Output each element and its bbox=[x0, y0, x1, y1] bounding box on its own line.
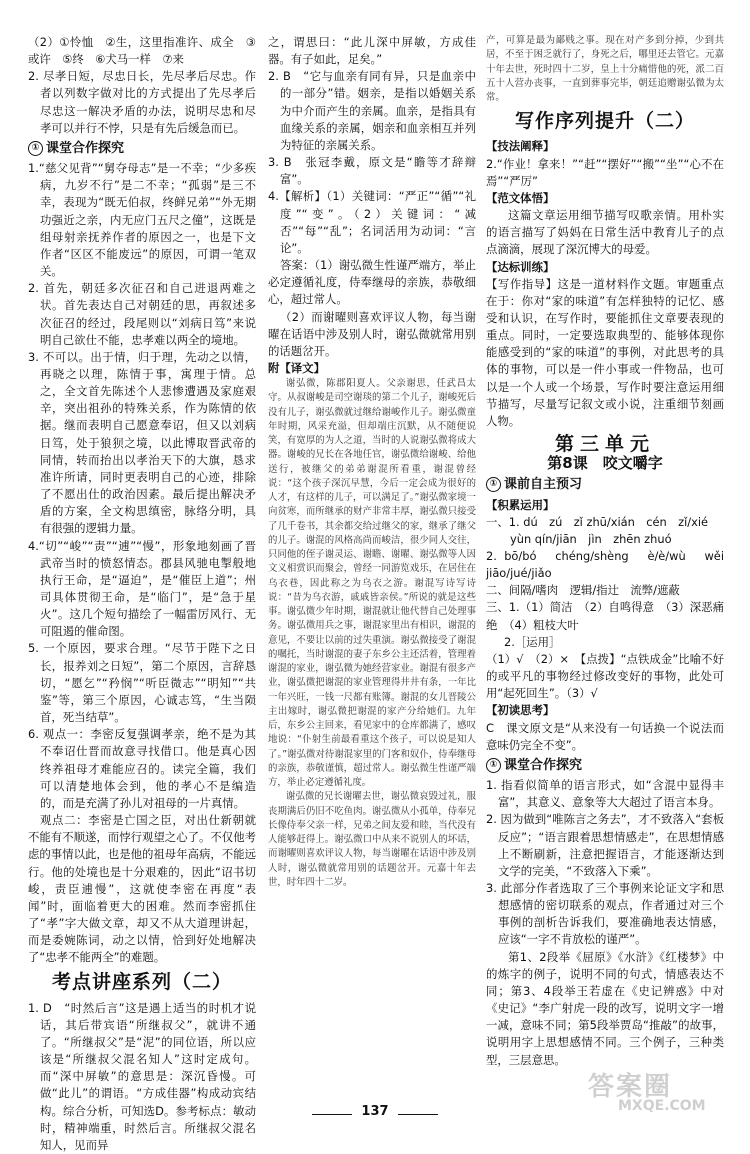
explore-3: 3. 不可以。出于情，归于理，先动之以情，再晓之以理，陈情于事，寓理于情。总之，全文首先陈述个人悲惨遭遇及家庭艰辛，突出祖孙的特殊关系，作为陈情的依据。继而表明自己愿意奉诏，但又以刘病日笃，处于狼狈之境，以此博取晋武帝的同情，转而抬出以孝治天下的大旗，恳求准许所请，同时更表明自己的心迹，排除了不愿出仕的政治因素。最后提出解决矛盾的方案，全文构思缜密，脉络分明，具有很强的逻辑力量。 bbox=[28, 349, 256, 536]
subheading: 【达标训练】 bbox=[486, 259, 555, 274]
column-middle bbox=[268, 34, 476, 890]
lesson-title: 第8课 咬文嚼字 bbox=[547, 454, 663, 473]
footer-rule-right bbox=[398, 1114, 438, 1115]
translation-text-2: 谢弘微的兄长谢曜去世，谢弘微哀毁过礼，服丧期满后仍旧不吃鱼肉。谢弘微从小孤单，侍奉兄长像侍奉父亲一样，兄弟之间友爱和睦，当代没有人能够赶得上。谢弘微口中从来不说别人的坏话，而谢曜则喜欢评议人物，每当谢曜在话语中涉及别人时，谢弘微就常用别的话题岔开。元嘉十年去世，时年四十二岁。 bbox=[268, 791, 476, 888]
circled-number-icon: ① bbox=[486, 758, 501, 773]
explore-2: 2. 因为做到“唯陈言之务去”，才不致落入“套板反应”；“语言跟着思想情感走”，在思想情感上不断刷新，注意把握语言，才能逐渐达到文学的完美，“不致落入下乘”。 bbox=[486, 812, 724, 878]
section-title-writing: 写作序列提升（二） bbox=[514, 110, 695, 133]
circled-number-icon: ① bbox=[486, 477, 501, 492]
answer-line: 三、1.（1）简洁 （2）自鸣得意 （3）深恶痛绝 （4）粗枝大叶 bbox=[486, 600, 724, 632]
subheading: 【范文体悟】 bbox=[486, 190, 555, 205]
answer-line: （1）√ （2）× 【点拨】“点铁成金”比喻不好的或平凡的事物经过修改变好的事物，此处可用“起死回生”。（3）√ bbox=[486, 651, 724, 701]
sample-review: 这篇文章运用细节描写叹歌亲情。用朴实的语言描写了妈妈在日常生活中教育儿子的点点滴滴，展现了深沉博大的母爱。 bbox=[486, 208, 724, 257]
translation-text: 谢弘微，陈郡阳夏人。父亲谢思，任武昌太守。从叔谢峻是司空谢琰的第二个儿子，谢峻死后没有儿子，谢弘微就过继给谢峻作儿子。谢弘微童年时期，风采充溢，但却端庄沉默，从不随便说笑，有宽厚的为人之道，当时的人说谢弘微将成大器。谢峻的兄长在各地任官，谢弘微给谢峻、给他送行，被继父的弟弟谢混所看重，谢混曾经说：“这个孩子深沉早慧，今后一定会成为很好的人才，有这样的儿子，可以满足了。”谢弘微家境一向贫寒，而所继承的财产非常丰厚，谢弘微只接受了几千卷书，其余都交给过继父的家，继承了继父的儿子。谢混的风格高尚而峻洁，很少同人交往，只同他的侄子谢灵运、谢瞻、谢曜、谢弘微等人因文义相赏识而聚会，曾经一同游览戏乐，在居住在乌衣巷，因此称之为乌衣之游。谢混写诗写诗说：“昔为乌衣游，戚戚皆亲侯。”所说的就是这些事。谢弘微少年时期，谢混就让他代替自己处理事务。谢弘微用兵之事，谢混家里出有相识，谢混的意见，不要让以前的过失重演。谢弘微接受了谢混的嘱托，当时谢混的妻子东乡公主还活着，管理着谢混的家业，谢弘微为她经营家业。谢混有很多产业，谢弘微把谢混的家业管理得井井有条，一年比一年兴旺，一钱一尺都有账簿。谢混的女儿晋陵公主出嫁时，谢弘微把谢混的家产分给她们。九年后，东乡公主回来，看见家中的仓库都满了，感叹地说：“仆射生前最看重这个孩子，可以说是知人了。”谢弘微对待谢混家里的门客和奴仆，侍奉继母的亲族，恭敬谨慎，超过常人。谢弘微生性谨严端方，举止必定遵循礼度。 bbox=[268, 378, 476, 789]
lecture-1: 1. D “时然后言”这是遇上适当的时机才说话，其后带宾语“所继叔父”，就讲不通了。“所继叔父”是“泥”的同位语，所以应该是“所继叔父混名知人”这时定成句。而“深中屏敏”的意思是：深沉昏慢。可做“此儿”的谓语。“方成佳器”构成动宾结构。综合分析，可知选D。参考标点：敏动时，精神端重，时然后言。所继叔父混名知人，见而异 bbox=[28, 1000, 256, 1152]
lecture-2: 2. B “它与血亲有同有异，只是血亲中的一部分”错。姻亲，是指以婚姻关系为中介而产生的亲属。血亲，是指具有血缘关系的亲属，姻亲和血亲相互并列为特征的亲属关系。 bbox=[268, 69, 476, 152]
lecture-3: 3. B 张冠李戴，原文是“瞻等才辞辩富”。 bbox=[268, 155, 476, 187]
subheading: 【技法阐释】 bbox=[486, 139, 555, 154]
translation-heading: 附【译文】 bbox=[268, 360, 325, 375]
pinyin-line: yùn qín/jiān jìn zhēn zhuó bbox=[510, 531, 672, 546]
answer-continued: 之，谓思曰：“此儿深中屏敏，方成佳器。有子如此，足矣。” bbox=[268, 35, 476, 67]
answer-line: 二、间隔/嗜肉 逻辑/指辻 流弊/遮蔽 bbox=[486, 583, 680, 598]
lecture-4-answer: 答案：（1）谢弘微生性谨严端方，举止必定遵循礼度，侍奉继母的亲族，恭敬细心，超过常人。 bbox=[268, 258, 476, 307]
explore-3-detail: 第1、2段举《屈原》《水浒》《红楼梦》中的炼字的例子，说明不同的句式，情感表达不同；第3、4段举王若虚在《史记辨惑》中对《史记》“李广射虎一段的改写，说明文字一增一减，意味不同；第5段举贾岛“推敲”的故事，说明用字上思想感情不同。三个例子，三种类型，三层意思。 bbox=[486, 949, 724, 1067]
circled-number-icon: ① bbox=[28, 141, 43, 156]
page-number: 137 bbox=[361, 1104, 389, 1119]
column-left bbox=[28, 34, 256, 1154]
subheading: 【积累运用】 bbox=[486, 497, 555, 512]
explore-3: 3. 此部分作者选取了三个事例来论证文字和思想感情的密切联系的观点，作者通过对三个事例的剖析告诉我们，要准确地表达情感，应该“一字不肯放松的谨严”。 bbox=[486, 880, 724, 947]
lecture-4-answer-2: （2）而谢曜则喜欢评议人物，每当谢曜在话语中涉及别人时，谢弘微就常用别的话题岔开。 bbox=[268, 309, 476, 358]
answer-2: 2. 尽孝日短，尽忠日长，先尽孝后尽忠。作者以列数字做对比的方式提出了先尽孝后尽忠这一解决矛盾的办法，说明尽忠和尽孝可以并行不悖，只是有先后缓急而已。 bbox=[28, 69, 256, 135]
section-title: 考点讲座系列（二） bbox=[51, 971, 232, 994]
answer-line: 2.［运用］ bbox=[504, 634, 561, 649]
section-heading: ① 课前自主预习 bbox=[486, 476, 724, 493]
explore-6-view2: 观点二：李密是亡国之臣，对出仕新朝就不能有不顺遂，而悖行观望之心了。不仅他考虑的事情以此，也是他的祖母年高病，不能远行。他的处境也是十分艰难的，因此“诏书切峻，责臣逋慢”，这就使李密在再度“表闻”时，面临着更大的困难。然而李密抓住了“孝”字大做文章，却又不从大道理讲起，而是委婉陈词，动之以情，恰到好处地解决了“忠孝不能两全”的难题。 bbox=[28, 813, 256, 965]
answer-line: C 课文原文是“从来没有一句话换一个说法而意味仍完全不变”。 bbox=[486, 720, 724, 752]
explore-2: 2. 首先，朝廷多次征召和自己进退两难之状。首先表达自己对朝廷的思，再叙述多次征召的经过，段尾则以“刘病日笃”来说明自己欲仕不能，忠孝难以两全的境地。 bbox=[28, 281, 256, 347]
explore-6: 6. 观点一：李密反复强调孝亲，绝不是为其不奉诏仕晋而故意寻找借口。他是真心因终养祖母才难能应召的。读完全篇，我们可以清楚地体会到，他的孝心不是编造的，而是充满了孙儿对祖母的一片真情。 bbox=[28, 727, 256, 810]
watermark-logo: 答案圈 bbox=[588, 1072, 673, 1102]
pinyin-line: 一、1. dú zú zǐ zhū/xián cén zǐ/xié bbox=[486, 514, 708, 529]
lecture-4: 4.【解析】（1）关键词：“严正”“循”“礼度”“变”。（2）关键词：“减否”“每”“乱”；名词活用为动词：“言论”。 bbox=[268, 189, 476, 255]
section-heading: ① 课堂合作探究 bbox=[486, 757, 724, 774]
writing-guide: 【写作指导】这是一道材料作文题。审题重点在于：你对“家的味道”有怎样独特的记忆、感受和认识，在写作时，要能抓住文章要表现的重点。同时，一定要选取典型的、能够体现你能感受到的“家的味道”的事例，对此思考的具体的事物，可以是一件小事或一件物品，也可以是一个人或一个场景，写作时要注意运用细节描写，尽量写记叙文或小说，注重细节刻画人物。 bbox=[486, 276, 724, 428]
subheading: 【初读思考】 bbox=[486, 703, 555, 718]
explore-1: 1. 指看似简单的语言形式，如“含混中显得丰富”，其意义、意象等大大超过了语言本身。 bbox=[486, 778, 724, 810]
section-heading: ① 课堂合作探究 bbox=[28, 140, 256, 157]
explore-5: 5. 一个原因，要求合理。“尽节于陛下之日长，报养刘之日短”，第二个原因，言辞恳切，“愿乞”“矜悯”“听臣微志”“明知”“共鉴”等，第三个原因，心诚志笃，“生当陨首，死当结草”。 bbox=[28, 641, 256, 725]
watermark-url: MXQE.COM bbox=[618, 1098, 706, 1114]
pinyin-line: 2. bō/bó chéng/shèng è/è/wù wěi jiāo/jué/jiǎo bbox=[486, 549, 736, 581]
explore-1: 1.“慈父见背”“舅夺母志”是一不幸；“少多疾病，九岁不行”是二不幸；“孤弱”是三不幸，表现为“既无伯叔，终鲜兄弟”“外无期功强近之亲，内无应门五尺之僮”，这既是组母射亲抚养作者的原因之一，也是下文作者“区区不能废远”的原因，可谓一笔双关。 bbox=[28, 161, 256, 279]
unit-title: 第三单元 bbox=[554, 433, 655, 456]
answer-line: （2）①怜恤 ②生，这里指准许、成全 ③或许 ⑤终 ⑥犬马一样 ⑦来 bbox=[28, 35, 256, 67]
translation-continued: 产，可算是最为鄙贱之事。现在对产多到分掉，少到共居，不至于困乏就行了，身死之后，哪里还去管它。元嘉十年去世，死时四十二岁，皇上十分痛惜他的死，派二百五十人营办丧事，一直到葬事完毕，朝廷追赠谢弘微为太常。 bbox=[486, 35, 724, 103]
technique-answer: 2.“作业！拿来！”“赶”“摆好”“搬”“坐”“心不在焉”“严厉” bbox=[486, 156, 724, 188]
explore-4: 4.“切”“峻”“责”“逋”“慢”，形象地刻画了晋武帝当时的愤怒情态。郡县风驰电掣般地执行王命，是“逼迫”，是“催臣上道”；州司具体贯彻王命，是“临门”，是“急于星火”。这几个短句描绘了一幅雷厉风行、无可阻遏的催命图。 bbox=[28, 538, 256, 639]
column-right bbox=[486, 34, 736, 1069]
